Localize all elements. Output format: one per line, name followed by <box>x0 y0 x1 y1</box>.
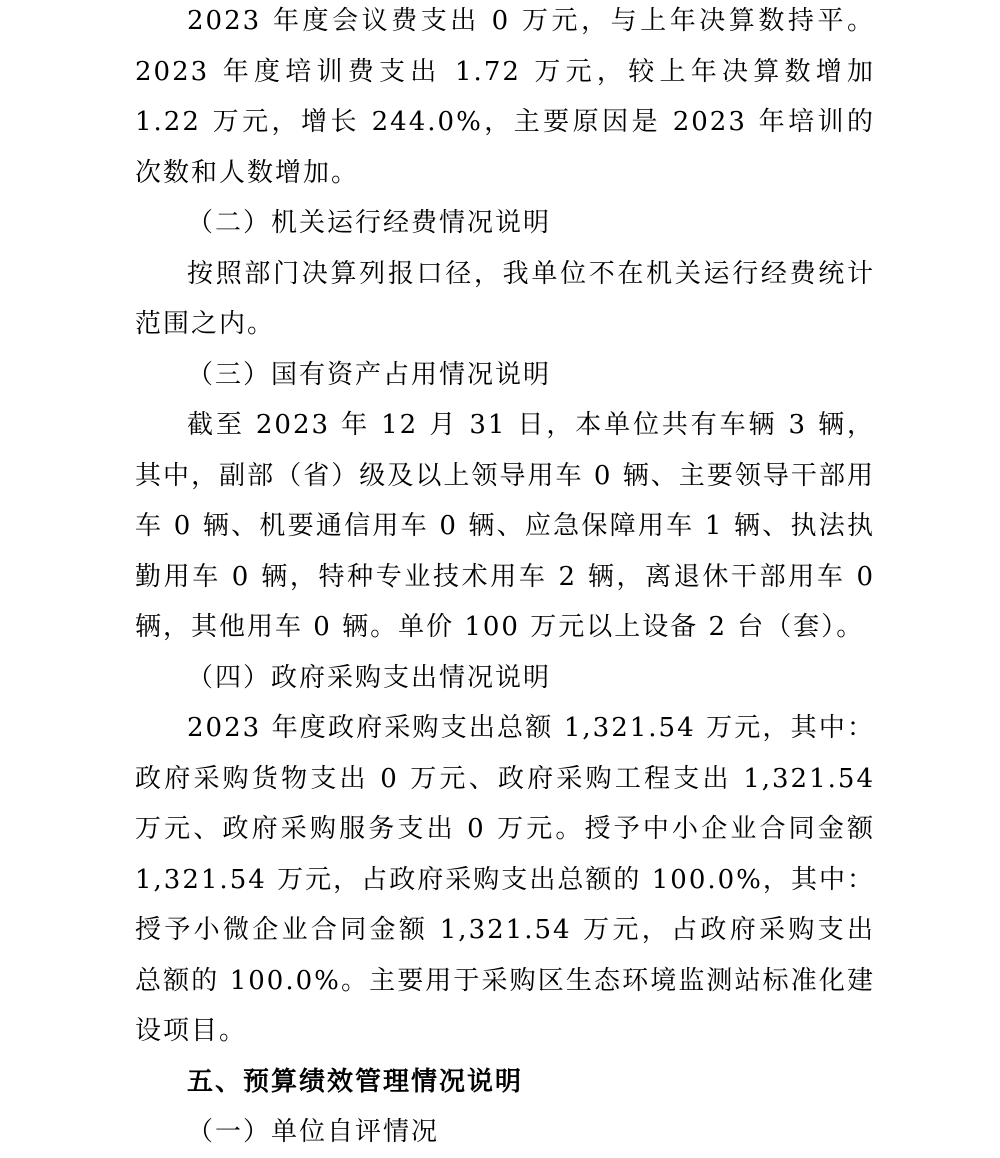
subheading-government-procurement: （四）政府采购支出情况说明 <box>187 662 552 693</box>
subheading-operating-expenses: （二）机关运行经费情况说明 <box>187 208 552 238</box>
document-page <box>135 0 875 1158</box>
subheading-self-evaluation: （一）单位自评情况 <box>187 1117 440 1147</box>
paragraph-operating-expenses: 按照部门决算列报口径，我单位不在机关运行经费统计范围之内。 <box>135 258 875 339</box>
subheading-state-assets: （三）国有资产占用情况说明 <box>187 359 552 390</box>
paragraph-government-procurement: 2023 年度政府采购支出总额 1,321.54 万元，其中：政府采购货物支出 0 万元、政府采购工程支出 1,321.54 万元、政府采购服务支出 0 万元。授予中小企业合同金额 1,321.54 万元，占政府采购支出总额的 100.0%，其中：授予小微企业合同金额 1,321.54 万元，占政府采购支出总额的 100.0%。主要用于采购区生态环境监测站标准化建设项目。 <box>135 713 875 1046</box>
section-heading-performance-management: 五、预算绩效管理情况说明 <box>187 1066 524 1097</box>
paragraph-state-assets: 截至 2023 年 12 月 31 日，本单位共有车辆 3 辆，其中，副部（省）级及以上领导用车 0 辆、主要领导干部用车 0 辆、机要通信用车 0 辆、应急保障用车 1 辆、执法执勤用车 0 辆，特种专业技术用车 2 辆，离退休干部用车 0 辆，其他用车 0 辆。单价 100 万元以上设备 2 台（套）。 <box>135 410 875 642</box>
paragraph-meeting-training-fees: 2023 年度会议费支出 0 万元，与上年决算数持平。2023 年度培训费支出 1.72 万元，较上年决算数增加 1.22 万元，增长 244.0%，主要原因是 2023 年培训的次数和人数增加。 <box>135 6 875 188</box>
